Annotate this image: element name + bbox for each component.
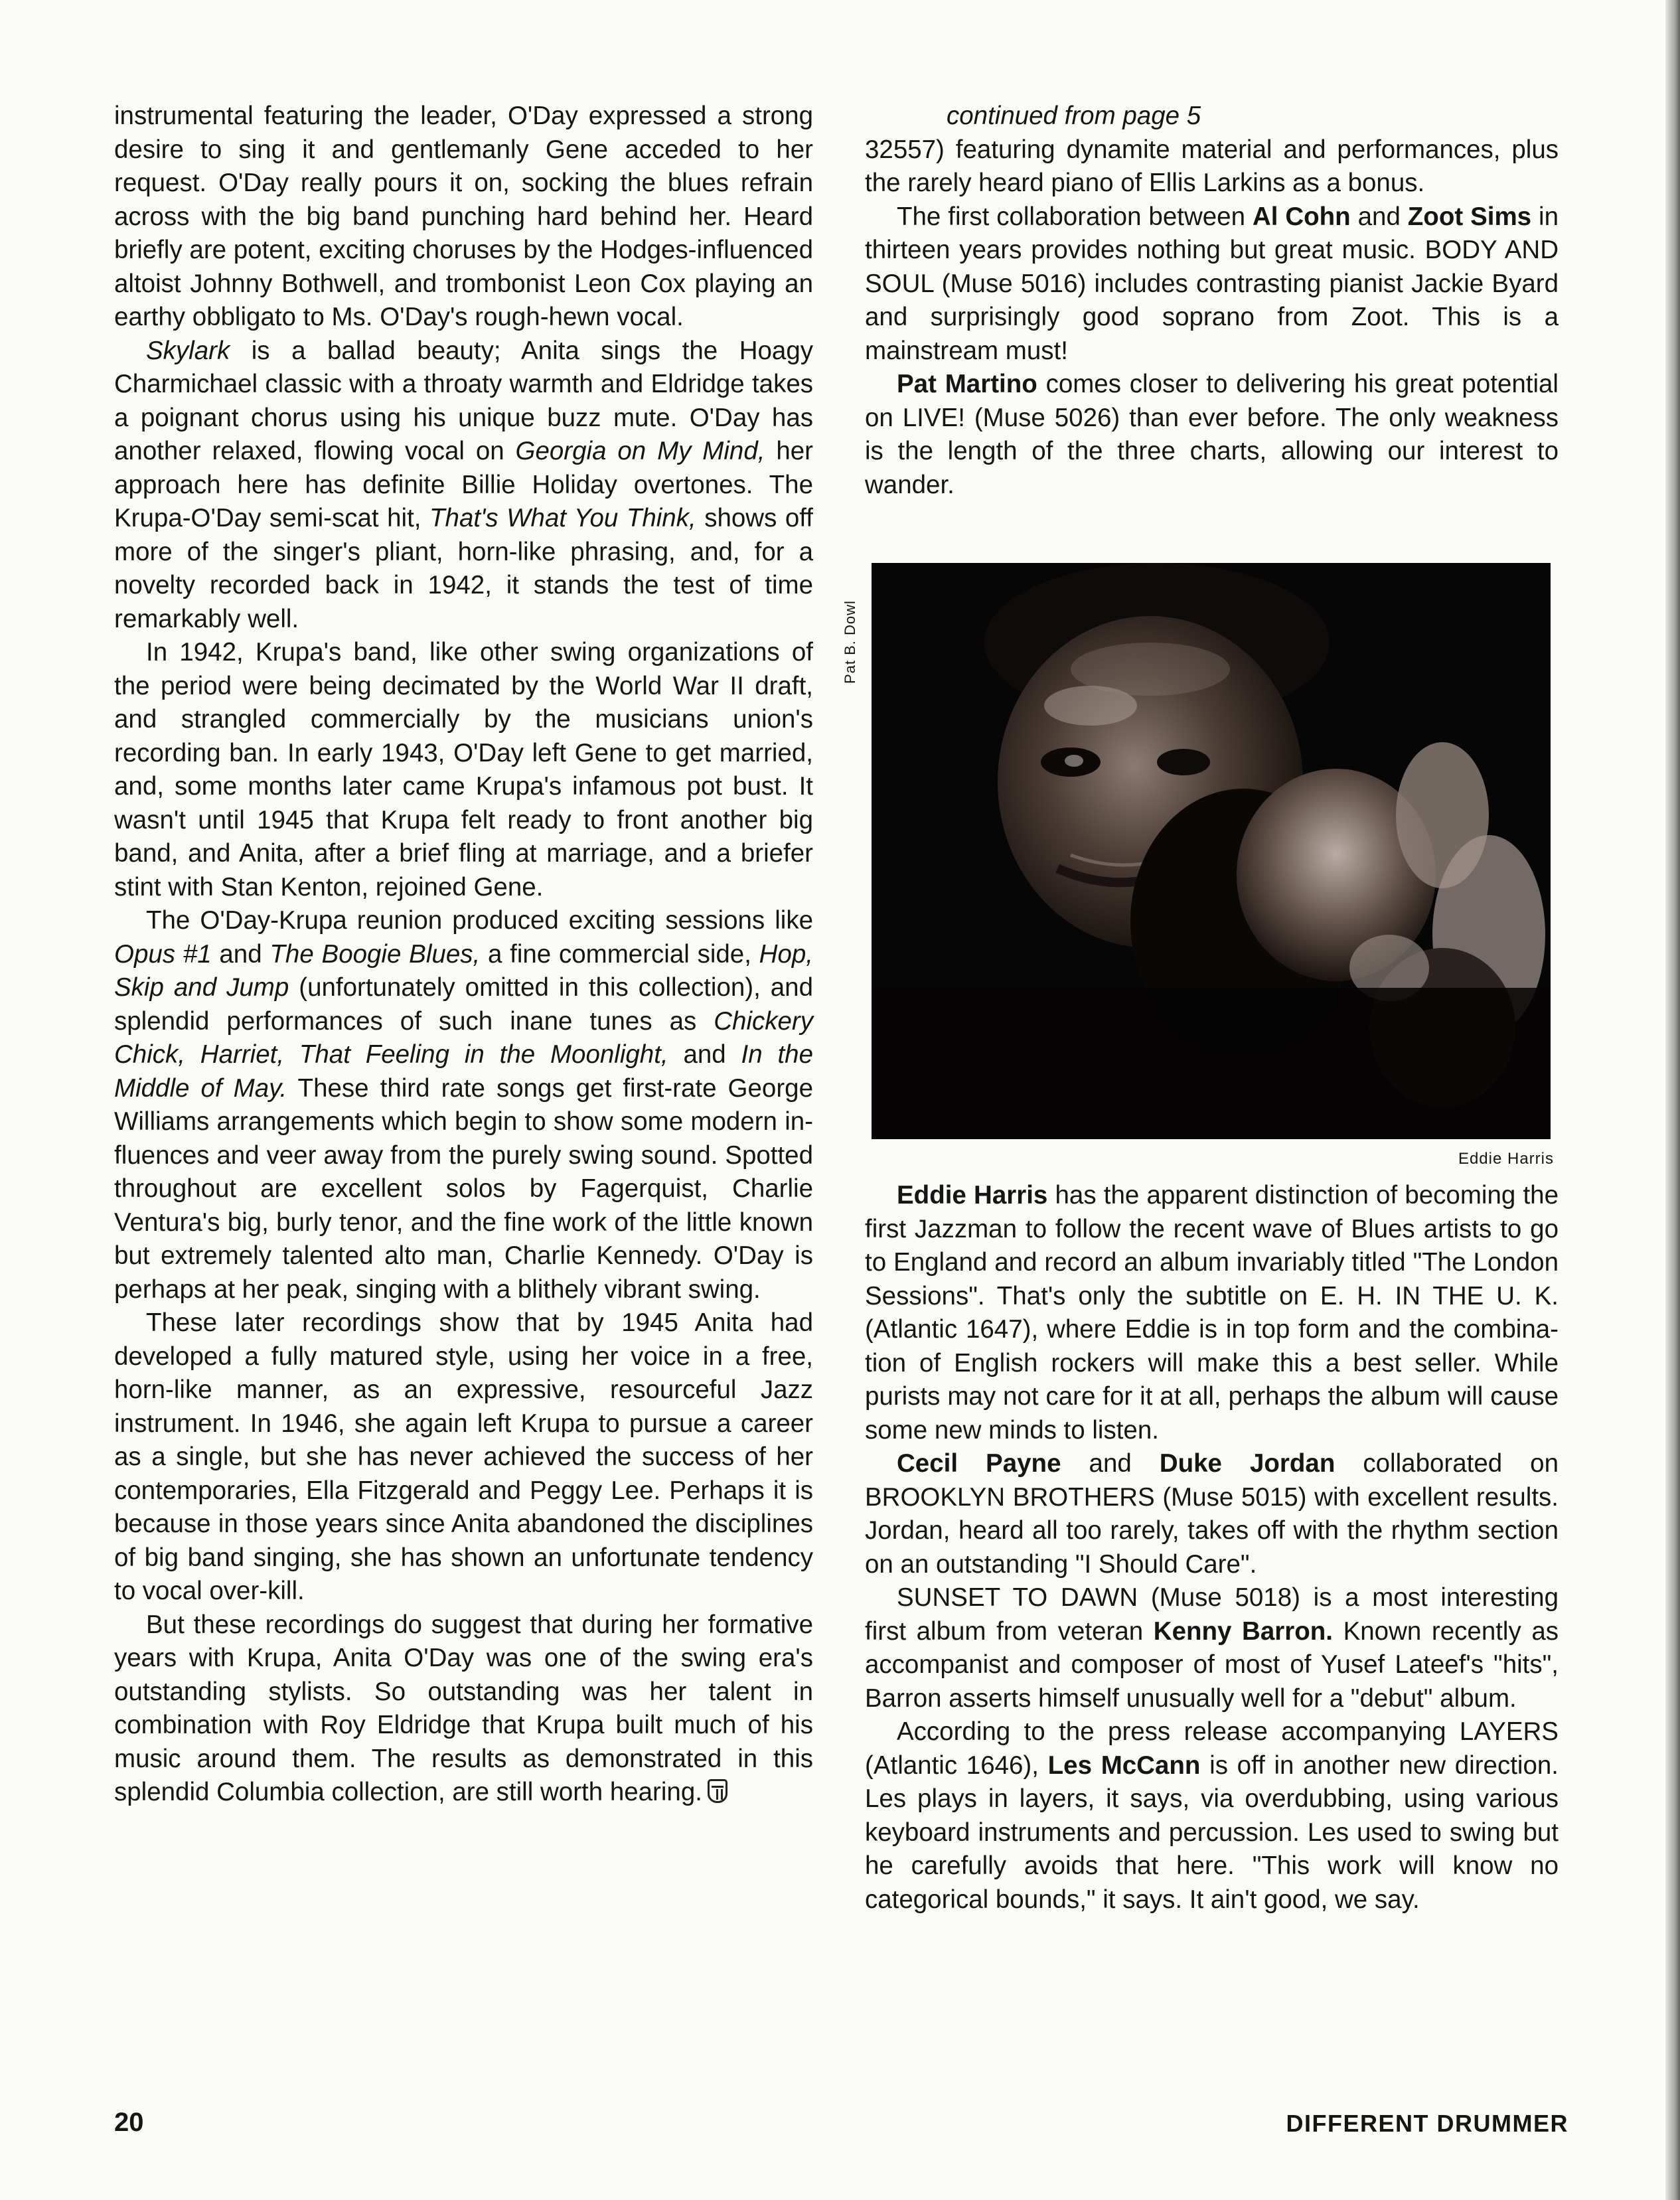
left-column bbox=[114, 100, 813, 1810]
paragraph: The O'Day-Krupa reunion produced exciting sessions like Opus #1 and The Boogie Blues, a fine commercial side, Hop, Skip and Jump (unfortunately omitted in this collection), and splendid performances of such inane tunes as Chickery Chick, Harriet, That Feeling in the Moonlight, and In the Middle of May. These third rate songs get first-rate George Williams arrangements which begin to show some modern influences and veer away from the purely swing sound. Spotted throughout are excellent solos by Fagerquist, Charlie Ventura's big, burly tenor, and the fine work of the little known but extremely talented alto man, Charlie Kennedy. O'Day is perhaps at her peak, singing with a blithely vibrant swing. bbox=[114, 906, 814, 1304]
song-title: Opus #1 bbox=[114, 939, 212, 969]
artist-name: Zoot Sims bbox=[1407, 202, 1532, 231]
photo-eddie-harris bbox=[872, 563, 1551, 1139]
artist-name: Cecil Payne bbox=[897, 1449, 1061, 1478]
song-title: Skylark bbox=[146, 336, 230, 365]
paragraph: These later recordings show that by 1945 Anita had developed a fully matured style, using her voice in a free, horn-like manner, as an expressive, resourceful Jazz instrument. In 1946, she again left Krupa to pursue a career as a single, but she has never achieved the success of her contemporaries, Ella Fitzgerald and Peggy Lee. Perhaps it is because in those years since Anita abandoned the disciplines of big band singing, she has shown an unfortunate tendency to vocal over-kill. bbox=[114, 1308, 813, 1605]
artist-name: Les McCann bbox=[1047, 1751, 1201, 1780]
right-column-bottom bbox=[865, 1179, 1559, 1917]
paragraph: Skylark is a ballad beauty; Anita sings the Hoagy Charmichael classic with a throaty warmth and Eldridge takes a poignant chorus using his unique buzz mute. O'Day has another relaxed, flowing vocal on Georgia on My Mind, her approach here has definite Billie Holiday overtones. The Krupa-O'Day semi-scat hit, That's What You Think, shows off more of the singer's pliant, horn-like phrasing, and, for a novelty recorded back in 1942, it stands the test of time remarkably well. bbox=[114, 336, 813, 633]
paragraph: Eddie Harris has the apparent distinction of becoming the first Jazzman to follow the recent wave of Blues artists to go to England and record an album invariably titled "The London Sessions". That's only the subtitle on E. H. IN THE U. K. (Atlantic 1647), where Eddie is in top form and the combination of English rockers will make this a best seller. While purists may not care for it at all, perhaps the album will cause some new minds to listen. bbox=[865, 1181, 1559, 1445]
portrait-illustration bbox=[872, 563, 1551, 1139]
song-title: The Boogie Blues, bbox=[269, 939, 481, 969]
song-title: Chickery Chick, Harriet, That Feeling in the Moonlight, bbox=[114, 1006, 813, 1069]
right-column-top bbox=[865, 100, 1559, 502]
song-title: In the Middle of May. bbox=[114, 1040, 813, 1103]
song-title: Hop, Skip and Jump bbox=[114, 939, 813, 1002]
paragraph: Cecil Payne and Duke Jordan collaborated on BROOKLYN BROTHERS (Muse 5015) with excellent results. Jordan, heard all too rarely, takes off with the rhythm section on an outstanding "I Should Care". bbox=[865, 1449, 1559, 1579]
page-edge bbox=[1665, 0, 1680, 2200]
artist-name: Kenny Barron. bbox=[1153, 1616, 1333, 1646]
paragraph: But these recordings do suggest that during her formative years with Krupa, Anita O'Day was one of the swing era's outstanding stylists. So outstanding was her talent in combination with Roy Eldridge that Krupa built much of his music around them. The results as demonstrated in this splendid Columbia collection, are still worth hearing. bbox=[114, 1610, 813, 1806]
paragraph: According to the press release accompanying LAYERS (Atlantic 1646), Les McCann is off in another new direction. Les plays in layers, it says, via overdubbing, using various keyboard instruments and percussion. Les used to swing but he carefully avoids that here. "This work will know no categorical bounds," it says. It ain't good, we say. bbox=[865, 1717, 1559, 1914]
publication-title: DIFFERENT DRUMMER bbox=[1286, 2110, 1568, 2137]
paragraph: instrumental featuring the leader, O'Day expressed a strong desire to sing it and gentlemanly Gene acceded to her request. O'Day really pours it on, socking the blues refrain across with the big band punching hard behind her. Heard briefly are potent, exciting choruses by the Hodges-influenced altoist Johnny Bothwell, and trombonist Leon Cox playing an earthy obbligato to Ms. O'Day's rough-hewn vocal. bbox=[114, 102, 813, 331]
artist-name: Al Cohn bbox=[1252, 202, 1351, 231]
artist-name: Duke Jordan bbox=[1159, 1449, 1336, 1478]
continued-note: continued from page 5 bbox=[947, 102, 1201, 130]
page-number: 20 bbox=[114, 2108, 144, 2137]
song-title: Georgia on My Mind, bbox=[515, 437, 765, 465]
photo-caption: Eddie Harris bbox=[1458, 1150, 1554, 1168]
drum-icon bbox=[708, 1779, 727, 1803]
artist-name: Pat Martino bbox=[897, 370, 1037, 398]
photo-credit: Pat B. Dowl bbox=[842, 600, 858, 684]
artist-name: Eddie Harris bbox=[897, 1181, 1048, 1210]
paragraph: Pat Martino comes closer to delivering his great potential on LIVE! (Muse 5026) than ever before. The only weakness is the length of the three charts, allowing our interest to wander. bbox=[865, 370, 1559, 499]
paragraph: In 1942, Krupa's band, like other swing organizations of the period were being decimated by the World War II draft, and strangled commercially by the musicians union's recording ban. In early 1943, O'Day left Gene to get married, and, some months later came Krupa's infamous pot bust. It wasn't until 1945 that Krupa felt ready to front another big band, and Anita, after a brief fling at marriage, and a briefer stint with Stan Kenton, rejoined Gene. bbox=[114, 638, 813, 902]
song-title: That's What You Think, bbox=[429, 504, 696, 532]
paragraph: The first collaboration between Al Cohn and Zoot Sims in thirteen years provides nothing but great music. BODY AND SOUL (Muse 5016) includes contrasting pianist Jackie Byard and surprisingly good soprano from Zoot. This is a mainstream must! bbox=[865, 202, 1559, 365]
paragraph: 32557) featuring dynamite material and performances, plus the rarely heard piano of Ellis Larkins as a bonus. bbox=[865, 135, 1559, 197]
paragraph: SUNSET TO DAWN (Muse 5018) is a most interesting first album from veteran Kenny Barron. Known recently as accompanist and composer of most of Yusef Lateef's "hits", Barron asserts himself unusually well for a "debut" album. bbox=[865, 1583, 1559, 1713]
